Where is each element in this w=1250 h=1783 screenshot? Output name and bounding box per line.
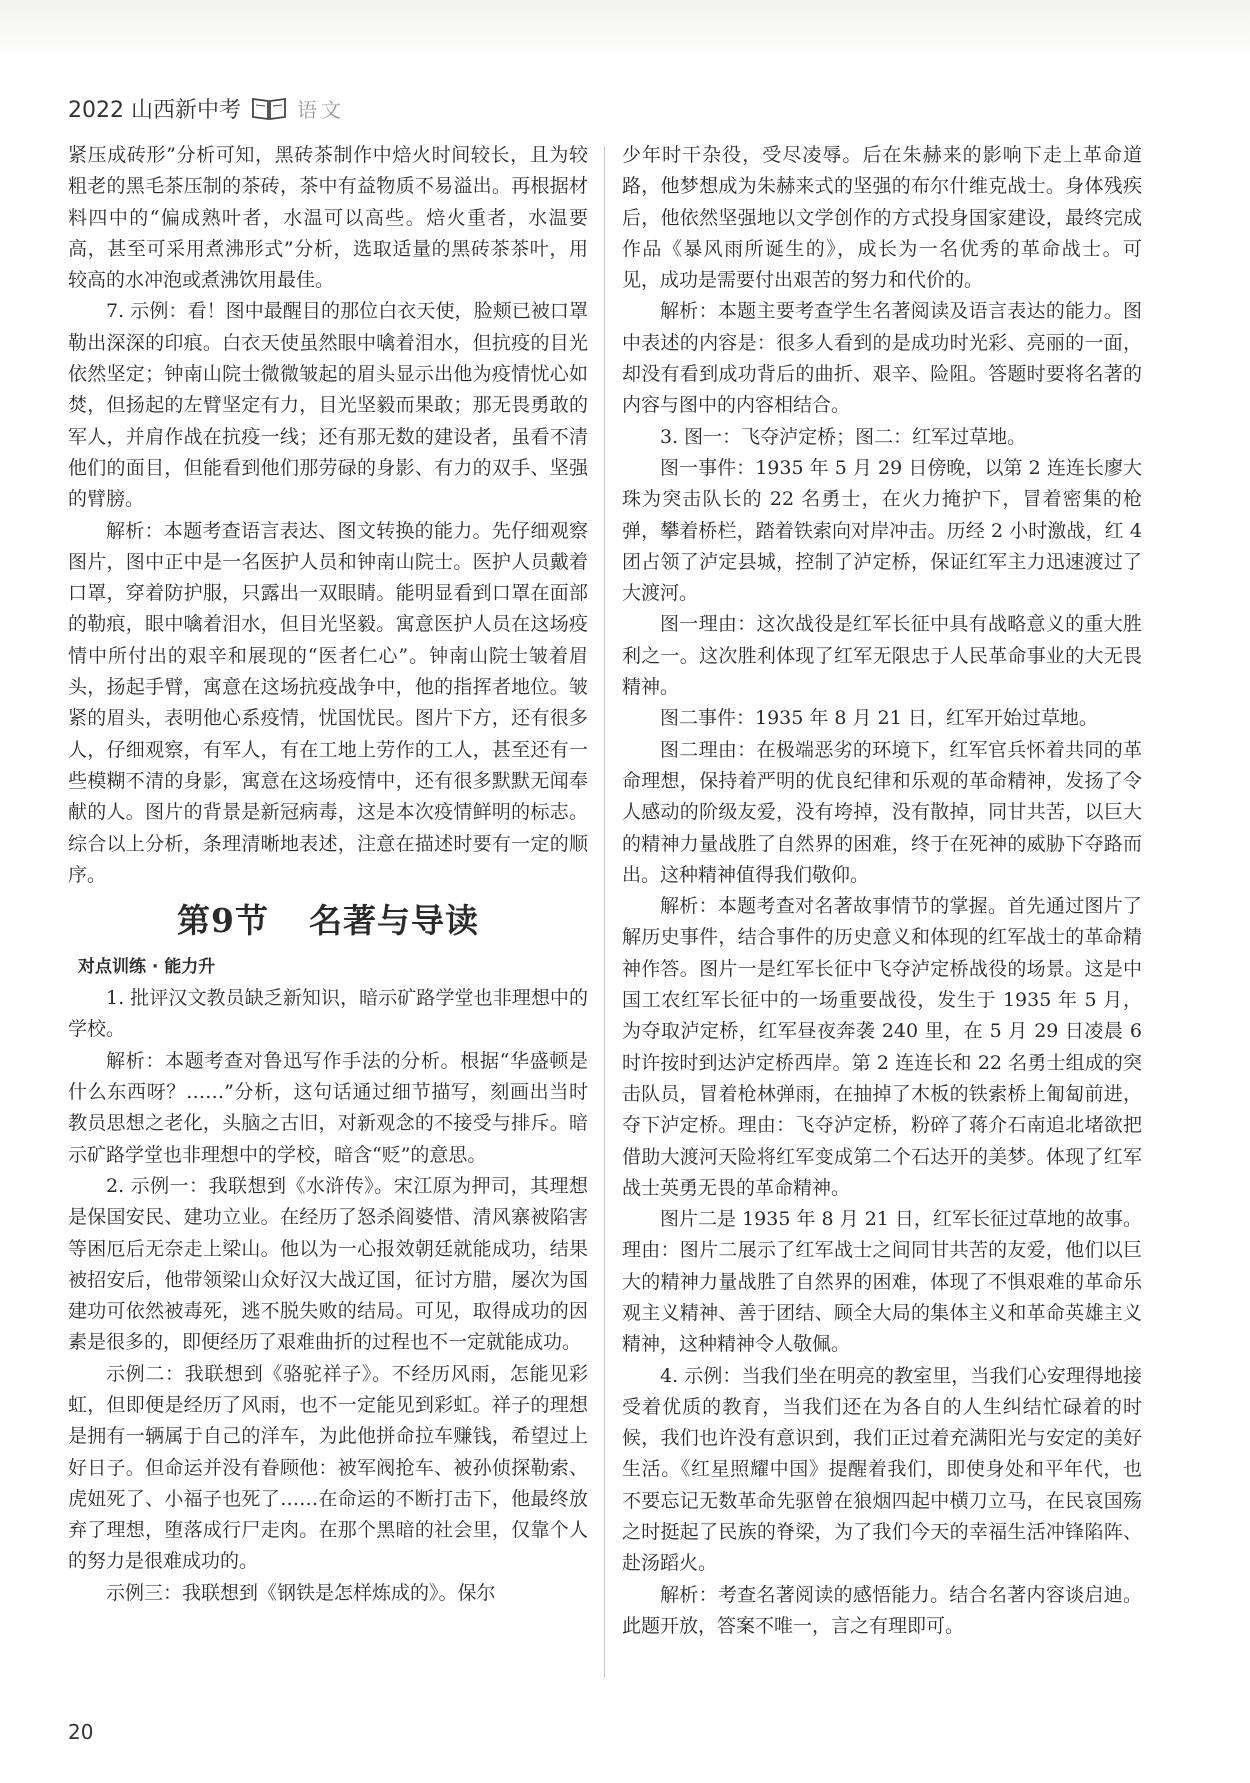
- paragraph: 7. 示例：看！图中最醒目的那位白衣天使，脸颊已被口罩勒出深深的印痕。白衣天使虽然眼中噙着泪水，但抗疫的目光依然坚定；钟南山院士微微皱起的眉头显示出他为疫情忧心如焚，但扬起的左臂坚定有力，目光坚毅而果敢；那无畏勇敢的军人，并肩作战在抗疫一线；还有那无数的建设者，虽看不清他们的面目，但能看到他们那劳碌的身影、有力的双手、坚强的臂膀。: [68, 300, 588, 511]
- page-number: 20: [68, 1720, 94, 1744]
- paragraph: 紧压成砖形”分析可知，黑砖茶制作中焙火时间较长，且为较粗老的黑毛茶压制的茶砖，茶中有益物质不易溢出。再根据材料四中的“偏成熟叶者，水温可以高些。焙火重者，水温要高，甚至可采用煮沸形式”分析，选取适量的黑砖茶茶叶，用较高的水冲泡或煮沸饮用最佳。: [68, 144, 588, 292]
- paragraph: 解析：考查名著阅读的感悟能力。结合名著内容谈启迪。此题开放，答案不唯一，言之有理即可。: [622, 1583, 1142, 1637]
- paragraph: 示例二：我联想到《骆驼祥子》。不经历风雨，怎能见彩虹，但即便是经历了风雨，也不一定能见到彩虹。祥子的理想是拥有一辆属于自己的洋车，为此他拼命拉车赚钱，希望过上好日子。但命运并没有眷顾他：被军阀抢车、被孙侦探勒索、虎妞死了、小福子也死了……在命运的不断打击下，他最终放弃了理想，堕落成行尸走肉。在那个黑暗的社会里，仅靠个人的努力是很难成功的。: [68, 1362, 588, 1573]
- paragraph: 解析：本题考查对名著故事情节的掌握。首先通过图片了解历史事件，结合事件的历史意义和体现的红军战士的革命精神作答。图片一是红军长征中飞夺泸定桥战役的场景。这是中国工农红军长征中的一场重要战役，发生于 1935 年 5 月，为夺取泸定桥，红军昼夜奔袭 240 里，在 5 月 29 日凌晨 6 时许按时到达泸定桥西岸。第 2 连连长和 22 名勇士组成的突击队员，冒着枪林弹雨，在抽掉了木板的铁索桥上匍匐前进，夺下泸定桥。理由：飞夺泸定桥，粉碎了蒋介石南追北堵欲把借助大渡河天险将红军变成第二个石达开的美梦。体现了红军战士英勇无畏的革命精神。: [622, 895, 1142, 1199]
- paragraph: 解析：本题考查对鲁迅写作手法的分析。根据“华盛顿是什么东西呀？……”分析，这句话通过细节描写，刻画出当时教员思想之老化，头脑之古旧，对新观念的不接受与排斥。暗示矿路学堂也非理想中的学校，暗含“贬”的意思。: [68, 1049, 588, 1166]
- page-header: [68, 86, 345, 130]
- paragraph: 3. 图一：飞夺泸定桥；图二：红军过草地。: [660, 425, 1027, 448]
- exercise-subheading: 对点训练 · 能力升: [78, 957, 216, 978]
- paragraph: 2. 示例一：我联想到《水浒传》。宋江原为押司，其理想是保国安民、建功立业。在经历了怒杀阎婆惜、清风寨被陷害等困厄后无奈走上梁山。他以为一心报效朝廷就能成功，结果被招安后，他带领梁山众好汉大战辽国，征讨方腊，屡次为国建功可依然被毒死，逃不脱失败的结局。可见，取得成功的因素是很多的，即便经历了艰难曲折的过程也不一定就能成功。: [68, 1174, 588, 1354]
- paragraph: 解析：本题主要考查学生名著阅读及语言表达的能力。图中表述的内容是：很多人看到的是成功时光彩、亮丽的一面，却没有看到成功背后的曲折、艰辛、险阻。答题时要将名著的内容与图中的内容相结合。: [622, 300, 1142, 417]
- paragraph: 图一理由：这次战役是红军长征中具有战略意义的重大胜利之一。这次胜利体现了红军无限忠于人民革命事业的大无畏精神。: [622, 613, 1142, 699]
- subject-label: 语文: [296, 97, 345, 122]
- section-number: 第9节: [177, 901, 269, 941]
- paragraph: 1. 批评汉文教员缺乏新知识，暗示矿路学堂也非理想中的学校。: [68, 987, 588, 1041]
- paragraph: 图二事件：1935 年 8 月 21 日，红军开始过草地。: [660, 707, 1098, 730]
- left-column: [68, 140, 588, 1671]
- open-book-icon: [251, 95, 287, 121]
- paragraph: 少年时干杂役，受尽凌辱。后在朱赫来的影响下走上革命道路，他梦想成为朱赫来式的坚强的布尔什维克战士。身体残疾后，他依然坚强地以文学创作的方式投身国家建设，最终完成作品《暴风雨所诞生的》，成长为一名优秀的革命战士。可见，成功是需要付出艰苦的努力和代价的。: [622, 144, 1142, 292]
- paragraph: 解析：本题考查语言表达、图文转换的能力。先仔细观察图片，图中正中是一名医护人员和钟南山院士。医护人员戴着口罩，穿着防护服，只露出一双眼睛。能明显看到口罩在面部的勒痕，眼中噙着泪水，但目光坚毅。寓意医护人员在这场疫情中所付出的艰辛和展现的“医者仁心”。钟南山院士皱着眉头，扬起手臂，寓意在这场抗疫战争中，他的指挥者地位。皱紧的眉头，表明他心系疫情，忧国忧民。图片下方，还有很多人，仔细观察，有军人，有在工地上劳作的工人，甚至还有一些模糊不清的身影，寓意在这场疫情中，还有很多默默无闻奉献的人。图片的背景是新冠病毒，这是本次疫情鲜明的标志。综合以上分析，条理清晰地表述，注意在描述时要有一定的顺序。: [68, 519, 588, 886]
- section-heading: [68, 891, 588, 951]
- paragraph: 4. 示例：当我们坐在明亮的教室里，当我们心安理得地接受着优质的教育，当我们还在为各自的人生纠结忙碌着的时候，我们也许没有意识到，我们正过着充满阳光与安定的美好生活。《红星照耀中国》提醒着我们，即使身处和平年代，也不要忘记无数革命先驱曾在狼烟四起中横刀立马，在民哀国殇之时挺起了民族的脊梁，为了我们今天的幸福生活冲锋陷阵、赴汤蹈火。: [622, 1364, 1142, 1575]
- column-divider: [604, 146, 605, 1678]
- section-title: 名著与导读: [308, 901, 479, 941]
- book-title: 2022 山西新中考: [68, 97, 241, 123]
- paragraph: 图二理由：在极端恶劣的环境下，红军官兵怀着共同的革命理想，保持着严明的优良纪律和乐观的革命精神，发扬了令人感动的阶级友爱，没有垮掉，没有散掉，同甘共苦，以巨大的精神力量战胜了自然界的困难，终于在死神的威胁下夺路而出。这种精神值得我们敬仰。: [622, 738, 1142, 886]
- paragraph: 示例三：我联想到《钢铁是怎样炼成的》。保尔: [106, 1581, 496, 1604]
- paragraph: 图片二是 1935 年 8 月 21 日，红军长征过草地的故事。理由：图片二展示了红军战士之间同甘共苦的友爱，他们以巨大的精神力量战胜了自然界的困难，体现了不惧艰难的革命乐观主义精神、善于团结、顾全大局的集体主义和革命英雄主义精神，这种精神令人敬佩。: [622, 1208, 1142, 1356]
- right-column: [622, 140, 1142, 1671]
- paragraph: 图一事件：1935 年 5 月 29 日傍晚，以第 2 连连长廖大珠为突击队长的 22 名勇士，在火力掩护下，冒着密集的枪弹，攀着桥栏，踏着铁索向对岸冲击。历经 2 小时激战，红 4 团占领了泸定县城，控制了泸定桥，保证红军主力迅速渡过了大渡河。: [622, 456, 1142, 605]
